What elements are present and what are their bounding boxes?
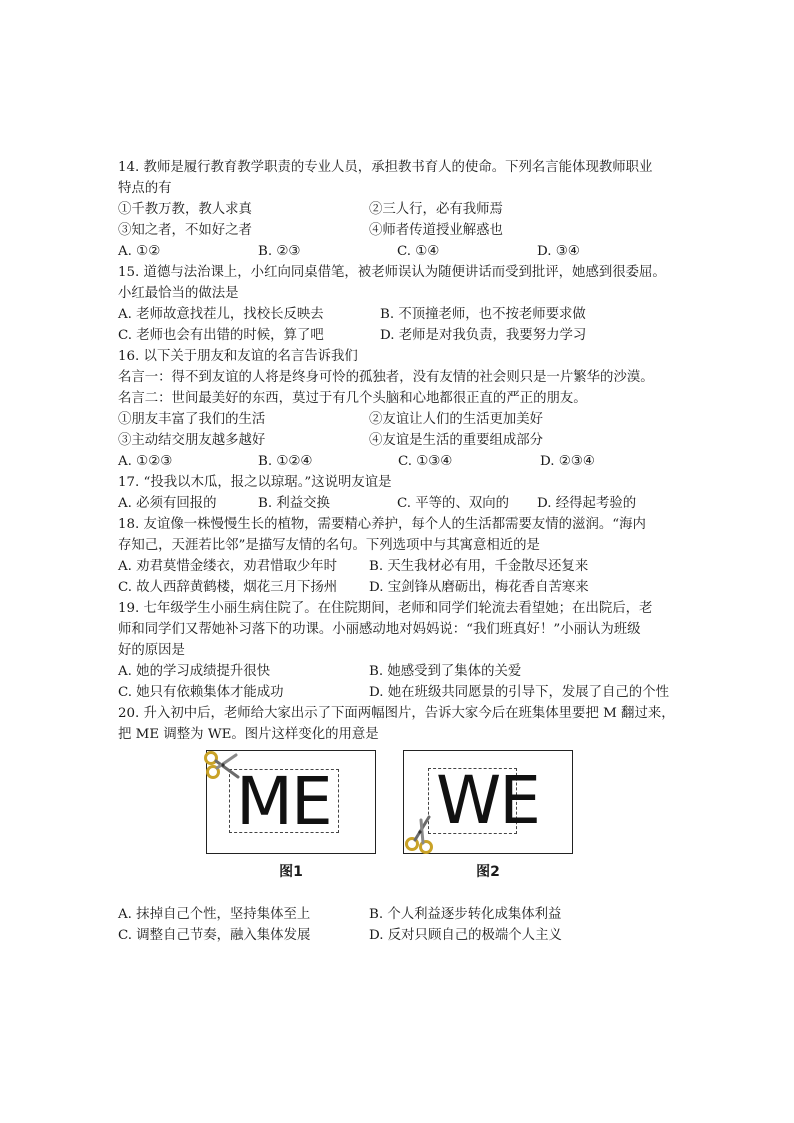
q14-option-b[interactable]: B. ②③ <box>258 244 301 259</box>
q16-quote-1: 名言一：得不到友谊的人将是终身可怜的孤独者，没有友情的社会则只是一片繁华的沙漠。 <box>118 370 654 385</box>
q14-stem-line2: 特点的有 <box>118 181 172 196</box>
q19-stem-line3: 好的原因是 <box>118 643 185 658</box>
q17-option-a[interactable]: A. 必须有回报的 <box>118 496 217 511</box>
q16-statement-4: ④友谊是生活的重要组成部分 <box>369 433 544 448</box>
question-18 <box>118 514 698 598</box>
q14-statement-3: ③知之者，不如好之者 <box>118 223 252 238</box>
exam-page <box>118 157 698 946</box>
q17-option-d[interactable]: D. 经得起考验的 <box>537 496 637 511</box>
q14-statement-1: ①千教万教，教人求真 <box>118 202 252 217</box>
q15-option-d[interactable]: D. 老师是对我负责，我要努力学习 <box>380 328 587 343</box>
q16-statement-1: ①朋友丰富了我们的生活 <box>118 412 266 427</box>
scissors-icon <box>202 747 242 787</box>
q15-stem-line1: 15. 道德与法治课上，小红向同桌借笔，被老师误认为随便讲话而受到批评，她感到很委屈。 <box>118 265 666 280</box>
q19-option-d[interactable]: D. 她在班级共同愿景的引导下，发展了自己的个性 <box>369 685 669 700</box>
q15-option-a[interactable]: A. 老师故意找茬儿，找校长反映去 <box>118 307 324 322</box>
q16-statement-2: ②友谊让人们的生活更加美好 <box>369 412 544 427</box>
q15-stem-line2: 小红最恰当的做法是 <box>118 286 239 301</box>
q18-stem-line2: 存知己，天涯若比邻”是描写友情的名句。下列选项中与其寓意相近的是 <box>118 538 540 553</box>
question-20 <box>118 703 698 946</box>
q14-option-d[interactable]: D. ③④ <box>537 244 580 259</box>
q14-option-c[interactable]: C. ①④ <box>397 244 440 259</box>
q19-option-b[interactable]: B. 她感受到了集体的关爱 <box>369 664 522 679</box>
q18-option-b[interactable]: B. 天生我材必有用，千金散尽还复来 <box>369 559 589 574</box>
q20-option-d[interactable]: D. 反对只顾自己的极端个人主义 <box>369 928 562 943</box>
q16-statement-3: ③主动结交朋友越多越好 <box>118 433 266 448</box>
question-17 <box>118 472 698 514</box>
q18-option-c[interactable]: C. 故人西辞黄鹤楼，烟花三月下扬州 <box>118 580 338 595</box>
question-16 <box>118 346 698 472</box>
q16-option-b[interactable]: B. ①②④ <box>258 454 313 469</box>
q19-option-a[interactable]: A. 她的学习成绩提升很快 <box>118 664 271 679</box>
q16-option-a[interactable]: A. ①②③ <box>118 454 173 469</box>
q16-option-c[interactable]: C. ①③④ <box>398 454 453 469</box>
figure-1-caption: 图1 <box>279 864 303 880</box>
q20-stem-line1: 20. 升入初中后，老师给大家出示了下面两幅图片，告诉大家今后在班集体里要把 M 翻过来， <box>118 706 675 721</box>
q16-stem-line1: 16. 以下关于朋友和友谊的名言告诉我们 <box>118 349 358 364</box>
q17-stem-line1: 17. “投我以木瓜，报之以琼琚。”这说明友谊是 <box>118 475 392 490</box>
q15-option-b[interactable]: B. 不顶撞老师，也不按老师要求做 <box>380 307 586 322</box>
q20-option-c[interactable]: C. 调整自己节奏，融入集体发展 <box>118 928 311 943</box>
question-19 <box>118 598 698 703</box>
figure-group <box>118 750 698 900</box>
question-14 <box>118 157 698 262</box>
q14-option-a[interactable]: A. ①② <box>118 244 161 259</box>
figure-2-caption: 图2 <box>476 864 500 880</box>
q18-option-d[interactable]: D. 宝剑锋从磨砺出，梅花香自苦寒来 <box>369 580 589 595</box>
q19-stem-line2: 师和同学们又帮她补习落下的功课。小丽感动地对妈妈说：“我们班真好！”小丽认为班级 <box>118 622 641 637</box>
q20-option-a[interactable]: A. 抹掉自己个性，坚持集体至上 <box>118 907 311 922</box>
q18-stem-line1: 18. 友谊像一株慢慢生长的植物，需要精心养护，每个人的生活都需要友情的滋润。“海内 <box>118 517 646 532</box>
q16-option-d[interactable]: D. ②③④ <box>540 454 595 469</box>
scissors-icon <box>403 814 443 854</box>
q18-option-a[interactable]: A. 劝君莫惜金缕衣，劝君惜取少年时 <box>118 559 338 574</box>
q14-stem-line1: 14. 教师是履行教育教学职责的专业人员，承担教书育人的使命。下列名言能体现教师职业 <box>118 160 653 175</box>
q16-quote-2: 名言二：世间最美好的东西，莫过于有几个头脑和心地都很正直的严正的朋友。 <box>118 391 587 406</box>
figure-2-word: WE <box>436 762 539 839</box>
q20-option-b[interactable]: B. 个人利益逐步转化成集体利益 <box>369 907 562 922</box>
q17-option-b[interactable]: B. 利益交换 <box>258 496 330 511</box>
q14-statement-2: ②三人行，必有我师焉 <box>369 202 503 217</box>
q19-stem-line1: 19. 七年级学生小丽生病住院了。在住院期间，老师和同学们轮流去看望她；在出院后，老 <box>118 601 653 616</box>
q19-option-c[interactable]: C. 她只有依赖集体才能成功 <box>118 685 284 700</box>
q20-stem-line2: 把 ME 调整为 WE。图片这样变化的用意是 <box>118 727 379 742</box>
question-15 <box>118 262 698 346</box>
q15-option-c[interactable]: C. 老师也会有出错的时候，算了吧 <box>118 328 324 343</box>
figure-1-word: ME <box>236 763 331 840</box>
q14-statement-4: ④师者传道授业解惑也 <box>369 223 503 238</box>
q17-option-c[interactable]: C. 平等的、双向的 <box>397 496 510 511</box>
